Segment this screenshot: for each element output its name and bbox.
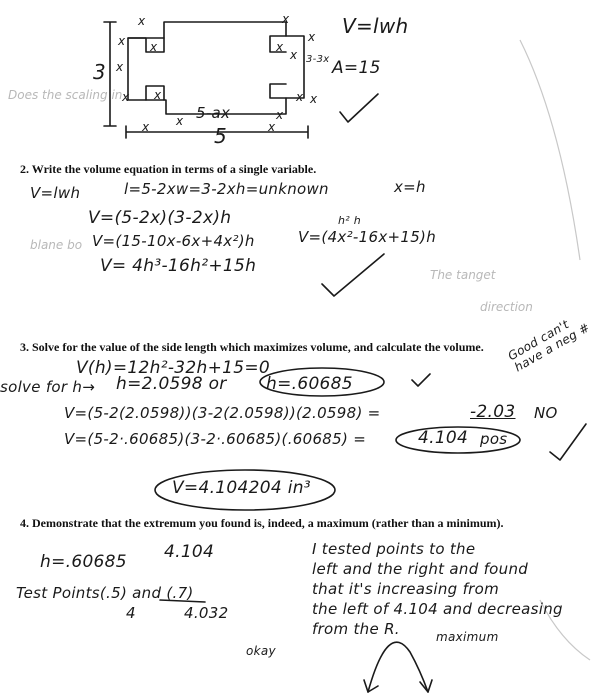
x-mark: x xyxy=(142,120,150,134)
bleed-text-2: blane bo xyxy=(30,238,83,252)
check-mark-2 xyxy=(322,254,384,296)
bleed-curve xyxy=(520,40,580,260)
x-mark: x xyxy=(310,92,318,106)
dimensions: l=5-2xw=3-2xh=unknown xyxy=(124,180,329,198)
x-mark: x xyxy=(296,90,304,104)
x-mark: x xyxy=(276,108,284,122)
question-4: 4. Demonstrate that the extremum you found is, indeed, a maximum (rather than a minimum). xyxy=(20,516,504,530)
area-label: A=15 xyxy=(332,58,381,78)
under-7: 4.032 xyxy=(184,604,229,622)
explain-2: left and the right and found xyxy=(312,560,529,578)
x-mark: x xyxy=(308,30,316,44)
volume-line-1: V=(5-2x)(3-2x)h xyxy=(88,208,232,228)
volume-line-2: V=(15-10x-6x+4x²)h xyxy=(92,232,255,250)
bleed-text-1: Does the scaling in xyxy=(8,88,123,102)
solve-prefix: solve for h→ xyxy=(0,378,96,396)
x-mark: x xyxy=(154,88,162,102)
x-equals-h: x=h xyxy=(394,178,426,196)
result-1: -2.03 xyxy=(470,402,516,422)
x-mark: x xyxy=(150,40,158,54)
v-value: 4.104 xyxy=(164,542,215,562)
maximum-arc xyxy=(368,642,428,692)
result-2: 4.104 xyxy=(418,428,469,448)
volume-line-2b-over: h² h xyxy=(338,214,362,227)
pos-label: pos xyxy=(480,430,508,448)
calc-1: V=(5-2(2.0598))(3-2(2.0598))(2.0598) = xyxy=(64,404,381,422)
x-mark: x xyxy=(268,120,276,134)
length-expr: 5-ax xyxy=(196,104,231,122)
question-3: 3. Solve for the value of the side length which maximizes volume, and calculate the volume. xyxy=(20,340,484,354)
x-mark: x xyxy=(138,14,146,28)
x-mark: x xyxy=(118,34,126,48)
solve-roots: h=2.0598 or xyxy=(116,374,227,394)
x-mark: x xyxy=(290,48,298,62)
x-mark: x xyxy=(122,90,130,104)
test-points: Test Points(.5) and (.7) xyxy=(16,584,194,602)
height-label: 3 xyxy=(93,60,107,84)
x-mark: x xyxy=(276,40,284,54)
bleed-text-3: The tanget xyxy=(430,268,496,282)
x-mark: x xyxy=(282,12,290,26)
derivative: V(h)=12h²-32h+15=0 xyxy=(76,358,271,378)
under-5: 4 xyxy=(126,604,136,622)
width-label: 5 xyxy=(214,124,228,148)
explain-1: I tested points to the xyxy=(312,540,476,558)
root-circled: h=.60685 xyxy=(266,374,353,394)
x-mark: x xyxy=(176,114,184,128)
check-mark-1 xyxy=(340,94,378,122)
final-volume: V=4.104204 in³ xyxy=(172,478,311,498)
volume-line-2b: V=(4x²-16x+15)h xyxy=(298,228,437,246)
formula-vlwh: V=lwh xyxy=(342,14,409,38)
h-value: h=.60685 xyxy=(40,552,127,572)
v-lwh: V=lwh xyxy=(30,184,81,202)
maximum-label: maximum xyxy=(436,630,499,644)
no-label: NO xyxy=(534,404,558,422)
volume-line-3: V= 4h³-16h²+15h xyxy=(100,256,257,276)
question-2: 2. Write the volume equation in terms of a single variable. xyxy=(20,162,317,176)
check-mark-4 xyxy=(550,424,586,460)
calc-2: V=(5-2·.60685)(3-2·.60685)(.60685) = xyxy=(64,430,367,448)
explain-5: from the R. xyxy=(312,620,400,638)
bleed-text-4: direction xyxy=(480,300,533,314)
teacher-note: Good can't have a neg # xyxy=(505,317,593,375)
side-expr: 3-3x xyxy=(306,54,330,65)
explain-4: the left of 4.104 and decreasing xyxy=(312,600,563,618)
explain-3: that it's increasing from xyxy=(312,580,500,598)
okay-label: okay xyxy=(246,644,276,658)
check-mark-3 xyxy=(412,374,430,386)
x-mark: x xyxy=(116,60,124,74)
